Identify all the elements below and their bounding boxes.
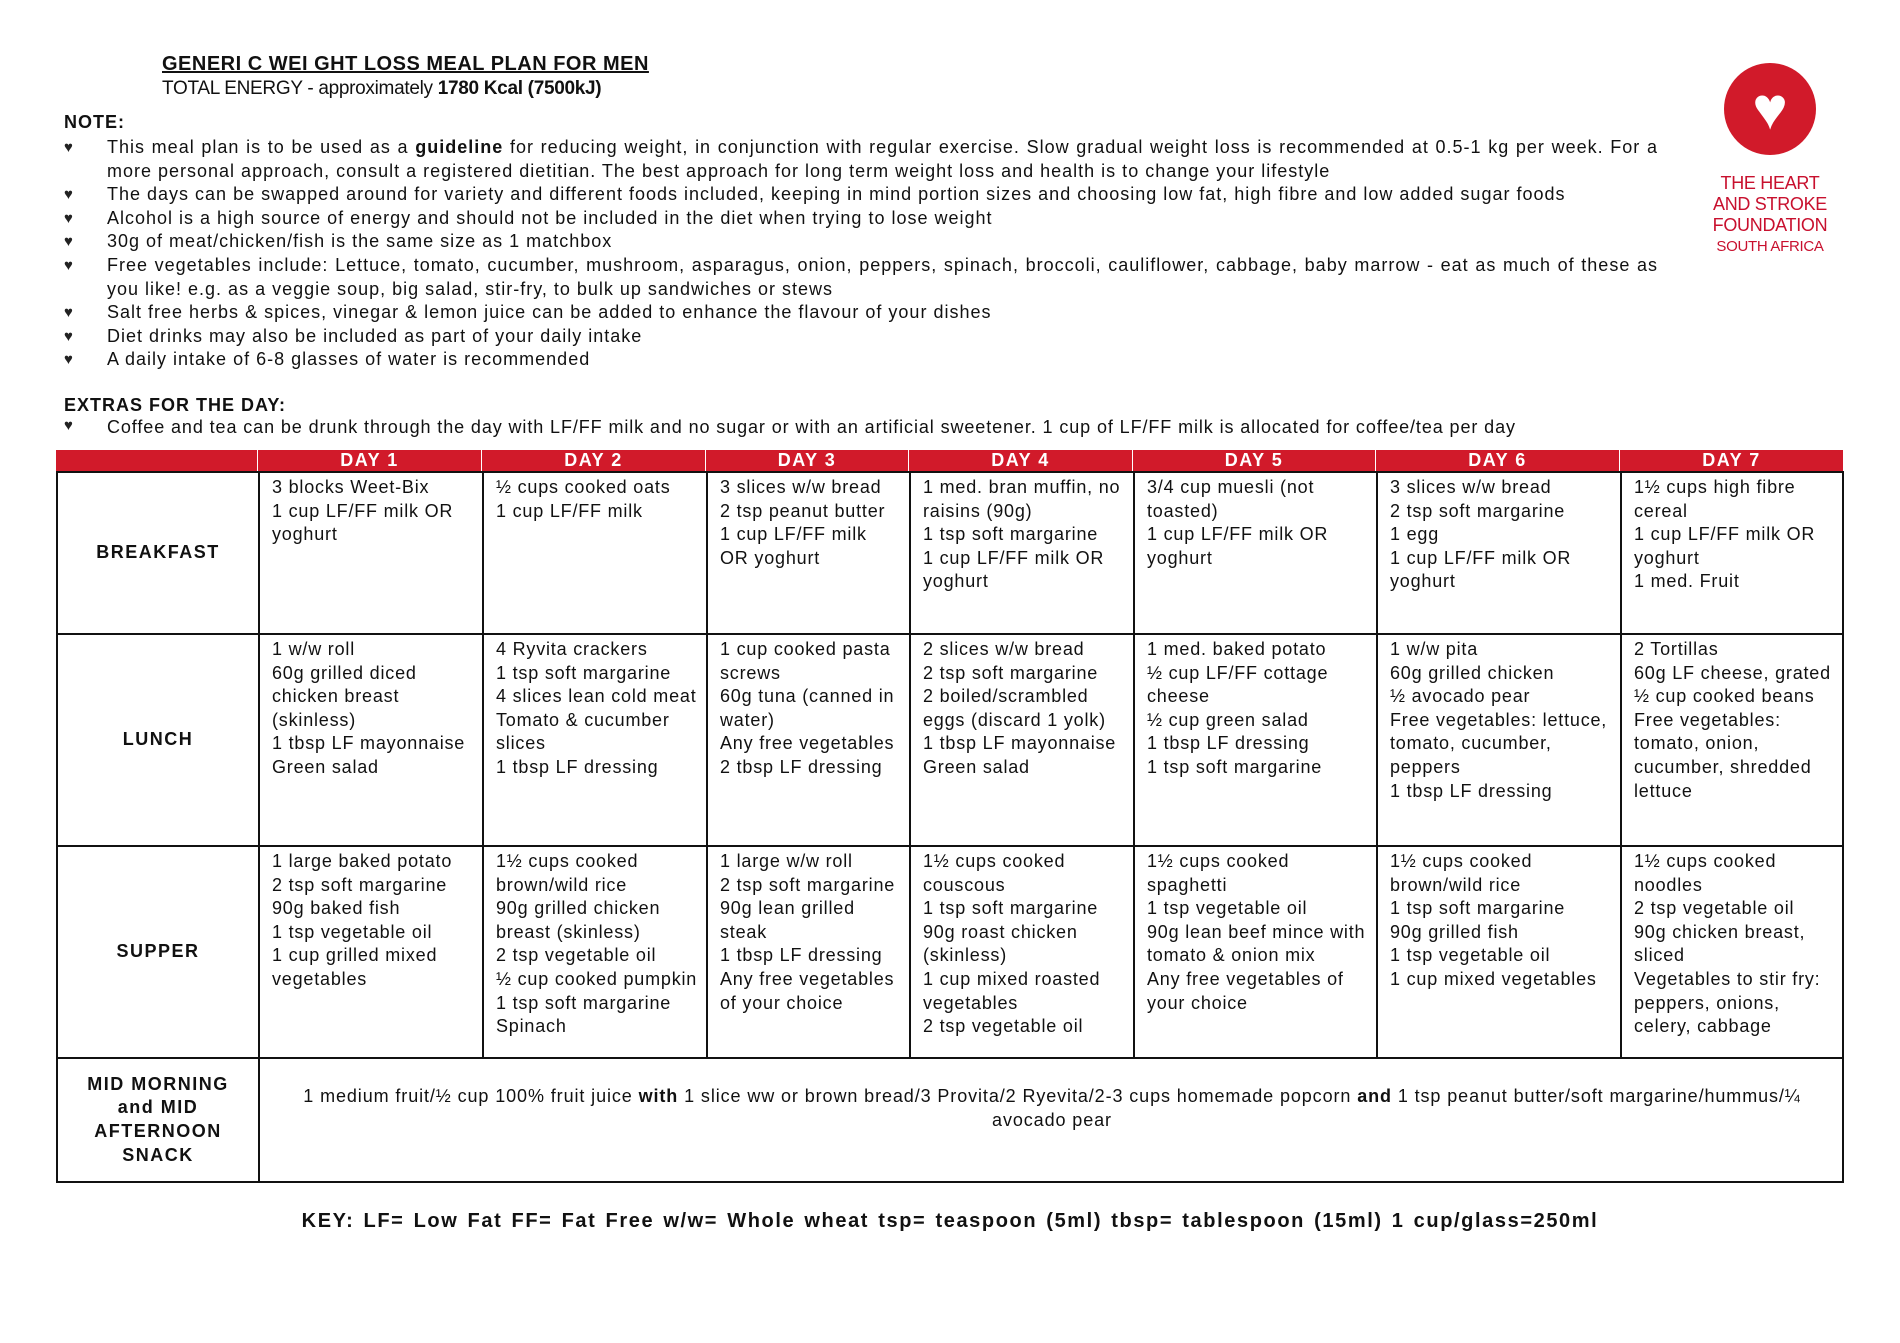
- note-text: Diet drinks may also be included as part of your daily intake: [107, 325, 643, 346]
- meal-cell: 1 w/w roll 60g grilled diced chicken breast (skinless) 1 tbsp LF mayonnaise Green salad: [258, 633, 482, 845]
- note-text: Free vegetables include: Lettuce, tomato, cucumber, mushroom, asparagus, onion, peppers, spinach, broccoli, cauliflower, cabbage, baby marrow - eat as much of these as you like! e.g. as a veggie soup, big salad, stir-fry, to bulk up sandwiches or stews: [107, 254, 1658, 299]
- snack-bold: with: [638, 1086, 679, 1106]
- meal-plan-table: [56, 450, 1844, 1183]
- note-item: [64, 301, 1658, 325]
- day-header: DAY 3: [706, 450, 909, 471]
- day-header: DAY 6: [1376, 450, 1620, 471]
- meal-cell: 4 Ryvita crackers 1 tsp soft margarine 4 slices lean cold meat Tomato & cucumber slices 1 tbsp LF dressing: [482, 633, 706, 845]
- energy-prefix: TOTAL ENERGY - approximately: [162, 78, 438, 99]
- meal-label: BREAKFAST: [56, 471, 258, 633]
- logo-line: FOUNDATION: [1712, 215, 1828, 235]
- page-title: GENERI C WEI GHT LOSS MEAL PLAN FOR MEN: [162, 53, 649, 75]
- note-text: A daily intake of 6-8 glasses of water is recommended: [107, 349, 591, 370]
- note-text: for reducing weight, in conjunction with regular exercise. Slow gradual weight loss is recommended at 0.5-1 kg per week. For a more personal approach, consult a registered dietitian. The best approach for long term weight loss and health is to change your lifestyle: [107, 137, 1658, 181]
- day-header: DAY 5: [1133, 450, 1376, 471]
- note-text: This meal plan is to be used as a: [107, 137, 416, 157]
- note-item: [64, 207, 1658, 231]
- meal-cell: 1½ cups cooked couscous 1 tsp soft margarine 90g roast chicken (skinless) 1 cup mixed roasted vegetables 2 tsp vegetable oil: [909, 845, 1133, 1057]
- heart-foundation-logo: [1700, 60, 1840, 257]
- meal-cell: ½ cups cooked oats 1 cup LF/FF milk: [482, 471, 706, 633]
- meal-cell: 1½ cups cooked spaghetti 1 tsp vegetable oil 90g lean beef mince with tomato & onion mix Any free vegetables of your choice: [1133, 845, 1376, 1057]
- extras-text: Coffee and tea can be drunk through the day with LF/FF milk and no sugar or with an artificial sweetener. 1 cup of LF/FF milk is allocated for coffee/tea per day: [107, 417, 1516, 437]
- heart-bullet-icon: ♥: [64, 139, 74, 156]
- day-header: DAY 2: [482, 450, 706, 471]
- heart-bullet-icon: ♥: [64, 256, 74, 274]
- note-text: 30g of meat/chicken/fish is the same size as 1 matchbox: [107, 231, 613, 252]
- meal-cell: 3/4 cup muesli (not toasted) 1 cup LF/FF milk OR yoghurt: [1133, 471, 1376, 633]
- note-text: The days can be swapped around for variety and different foods included, keeping in mind portion sizes and choosing low fat, high fibre and low added sugar foods: [107, 184, 1566, 205]
- notes-list: [64, 136, 1658, 372]
- heart-bullet-icon: ♥: [64, 327, 74, 345]
- logo-line: SOUTH AFRICA: [1716, 238, 1824, 255]
- meal-cell: 1 cup cooked pasta screws 60g tuna (canned in water) Any free vegetables 2 tbsp LF dressing: [706, 633, 909, 845]
- note-text: Salt free herbs & spices, vinegar & lemon juice can be added to enhance the flavour of your dishes: [107, 302, 992, 323]
- meal-label: SUPPER: [56, 845, 258, 1057]
- heart-bullet-icon: ♥: [64, 186, 74, 204]
- energy-value: 1780 Kcal (7500kJ): [437, 78, 602, 99]
- note-text: Alcohol is a high source of energy and should not be included in the diet when trying to lose weight: [107, 207, 993, 228]
- snack-text: 1 tsp peanut butter/soft margarine/hummus/¼ avocado pear: [992, 1086, 1801, 1130]
- abbreviation-key: KEY: LF= Low Fat FF= Fat Free w/w= Whole wheat tsp= teaspoon (5ml) tbsp= tablespoon (15ml) 1 cup/glass=250ml: [301, 1210, 1599, 1232]
- meal-cell: 2 slices w/w bread 2 tsp soft margarine 2 boiled/scrambled eggs (discard 1 yolk) 1 tbsp LF mayonnaise Green salad: [909, 633, 1133, 845]
- note-item: [64, 254, 1658, 301]
- day-header: DAY 7: [1620, 450, 1844, 471]
- header-corner: [56, 450, 258, 471]
- logo-line: THE HEART: [1720, 173, 1820, 193]
- heart-bullet-icon: ♥: [64, 351, 74, 369]
- note-item: [64, 230, 1658, 254]
- meal-cell: 1 med. baked potato ½ cup LF/FF cottage cheese ½ cup green salad 1 tbsp LF dressing 1 tsp soft margarine: [1133, 633, 1376, 845]
- heart-bullet-icon: ♥: [64, 304, 74, 322]
- meal-cell: 3 slices w/w bread 2 tsp soft margarine 1 egg 1 cup LF/FF milk OR yoghurt: [1376, 471, 1620, 633]
- total-energy: [162, 78, 601, 100]
- meal-cell: 1 w/w pita 60g grilled chicken ½ avocado pear Free vegetables: lettuce, tomato, cucumber, peppers 1 tbsp LF dressing: [1376, 633, 1620, 845]
- heart-bullet-icon: ♥: [64, 209, 74, 227]
- logo-line: AND STROKE: [1712, 194, 1828, 214]
- note-item: [64, 136, 1658, 183]
- extras-item: [64, 417, 1658, 438]
- snack-text: 1 medium fruit/½ cup 100% fruit juice: [303, 1086, 639, 1106]
- meal-label: LUNCH: [56, 633, 258, 845]
- day-header: DAY 1: [258, 450, 482, 471]
- meal-cell: 1½ cups high fibre cereal 1 cup LF/FF milk OR yoghurt 1 med. Fruit: [1620, 471, 1844, 633]
- note-item: [64, 325, 1658, 349]
- meal-cell: 2 Tortillas 60g LF cheese, grated ½ cup cooked beans Free vegetables: tomato, onion, cucumber, shredded lettuce: [1620, 633, 1844, 845]
- meal-cell: 1 large baked potato 2 tsp soft margarine 90g baked fish 1 tsp vegetable oil 1 cup grilled mixed vegetables: [258, 845, 482, 1057]
- note-item: [64, 183, 1658, 207]
- snack-bold: and: [1357, 1086, 1392, 1106]
- meal-cell: 1½ cups cooked brown/wild rice 1 tsp soft margarine 90g grilled fish 1 tsp vegetable oil 1 cup mixed vegetables: [1376, 845, 1620, 1057]
- snack-text: 1 slice ww or brown bread/3 Provita/2 Ryevita/2-3 cups homemade popcorn: [678, 1086, 1358, 1106]
- note-bold: guideline: [415, 137, 504, 157]
- meal-cell: 1 med. bran muffin, no raisins (90g) 1 tsp soft margarine 1 cup LF/FF milk OR yoghurt: [909, 471, 1133, 633]
- meal-cell: 1 large w/w roll 2 tsp soft margarine 90g lean grilled steak 1 tbsp LF dressing Any free vegetables of your choice: [706, 845, 909, 1057]
- note-heading: NOTE:: [64, 112, 125, 132]
- heart-icon: ♥: [1724, 63, 1816, 155]
- meal-cell: 1½ cups cooked brown/wild rice 90g grilled chicken breast (skinless) 2 tsp vegetable oil ½ cup cooked pumpkin 1 tsp soft margarine Spinach: [482, 845, 706, 1057]
- meal-cell: 3 blocks Weet-Bix 1 cup LF/FF milk OR yoghurt: [258, 471, 482, 633]
- snack-cell: [258, 1057, 1844, 1181]
- heart-bullet-icon: ♥: [64, 417, 74, 434]
- extras-heading: EXTRAS FOR THE DAY:: [64, 395, 287, 415]
- heart-bullet-icon: ♥: [64, 233, 74, 251]
- day-header: DAY 4: [909, 450, 1133, 471]
- meal-cell: 3 slices w/w bread 2 tsp peanut butter 1 cup LF/FF milk OR yoghurt: [706, 471, 909, 633]
- snack-label: MID MORNING and MID AFTERNOON SNACK: [56, 1057, 258, 1181]
- note-item: [64, 348, 1658, 372]
- meal-cell: 1½ cups cooked noodles 2 tsp vegetable oil 90g chicken breast, sliced Vegetables to stir fry: peppers, onions, celery, cabbage: [1620, 845, 1844, 1057]
